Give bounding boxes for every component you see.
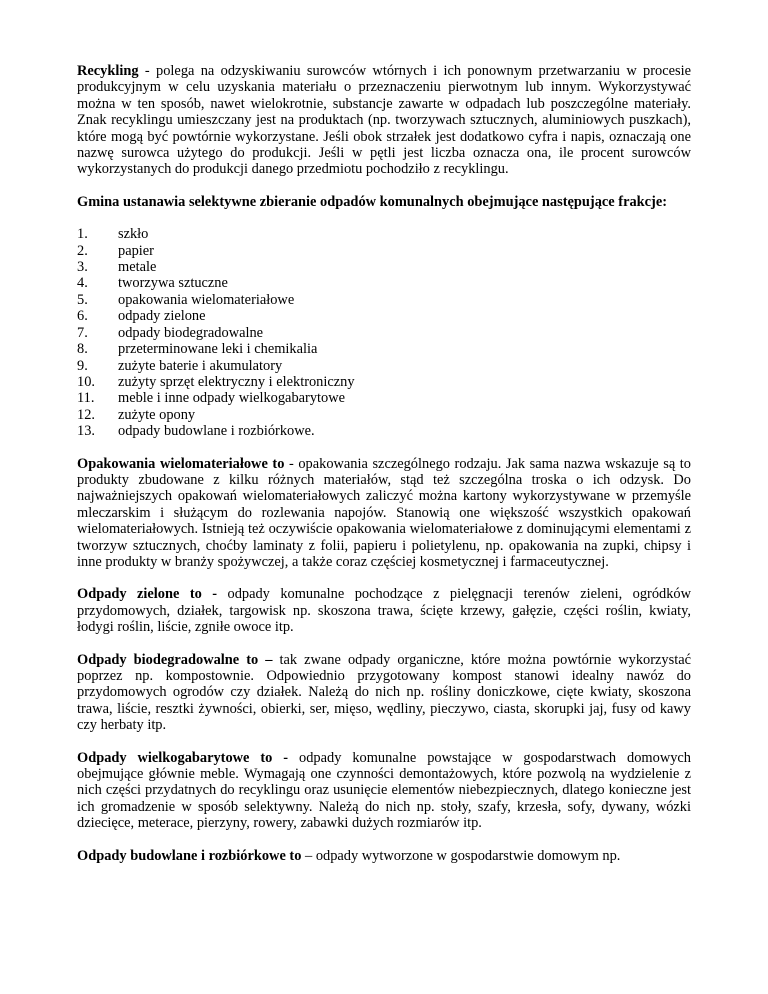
opakowania-text: - opakowania szczególnego rodzaju. Jak sama nazwa wskazuje są to produkty zbudowane z kilku różnych materiałów, stąd też szczególna troska o ich odzysk. Do najważniejszych opakowań wielomateriałowych zaliczyć można kartony wykorzystywane w przemyśle mleczarskim i służącym do rozlewania napojów. Stanowią one większość wszystkich opakowań wielomateriałowych. Istnieją też oczywiście opakowania wielomateriałowe z dominującymi elementami z tworzyw sztucznych, choćby laminaty z folii, papieru i polietylenu, np. opakowania na zupki, chipsy i inne produkty w branży spożywczej, a także coraz częściej kosmetycznej i farmaceutycznej. bbox=[77, 455, 691, 570]
list-item bbox=[77, 292, 691, 308]
wielkogabarytowe-paragraph bbox=[77, 750, 691, 832]
list-item-label: metale bbox=[118, 259, 157, 276]
document-page bbox=[77, 63, 691, 880]
opakowania-term: Opakowania wielomateriałowe to bbox=[77, 455, 285, 472]
zielone-text: odpady komunalne pochodzące z pielęgnacji terenów zieleni, ogródków przydomowych, działek, targowisk np. skoszona trawa, ścięte krzewy, gałęzie, części roślin, kwiaty, łodygi roślin, liście, zgniłe owoce itp. bbox=[77, 586, 692, 636]
list-item-number: 3. bbox=[77, 259, 88, 276]
fractions-heading-text: Gmina ustanawia selektywne zbieranie odpadów komunalnych obejmujące następujące frakcje: bbox=[77, 193, 668, 210]
budowlane-paragraph bbox=[77, 848, 691, 864]
fractions-heading bbox=[77, 194, 691, 210]
list-item-number: 10. bbox=[77, 373, 95, 390]
list-item-number: 13. bbox=[77, 423, 95, 440]
list-item-label: odpady budowlane i rozbiórkowe. bbox=[118, 423, 315, 440]
list-item-number: 12. bbox=[77, 406, 95, 423]
list-item-number: 6. bbox=[77, 308, 88, 325]
wielkogabarytowe-term: Odpady wielkogabarytowe to - bbox=[77, 749, 300, 766]
list-item bbox=[77, 390, 691, 406]
list-item bbox=[77, 325, 691, 341]
list-item-label: zużyte baterie i akumulatory bbox=[118, 357, 283, 374]
recykling-text: - polega na odzyskiwaniu surowców wtórnych i ich ponownym przetwarzaniu w procesie produkcyjnym w celu uzyskania materiału o przeznaczeniu pierwotnym lub innym. Wykorzystywać można w ten sposób, nawet wielokrotnie, substancje zawarte w odpadach lub poszczególne materiały. Znak recyklingu umieszczany jest na produktach (np. tworzywach sztucznych, aluminiowych puszkach), które mogą być powtórnie wykorzystane. Jeśli obok strzałek jest dodatkowo cyfra i napis, oznaczają one nazwę surowca użytego do produkcji. Jeśli w pętli jest liczba oznacza ona, ile procent surowców wykorzystanych do produkcji danego przedmiotu pochodziło z recyklingu. bbox=[77, 63, 691, 178]
list-item-label: przeterminowane leki i chemikalia bbox=[118, 341, 318, 358]
list-item-number: 9. bbox=[77, 357, 88, 374]
budowlane-term: Odpady budowlane i rozbiórkowe to bbox=[77, 847, 302, 864]
list-item-number: 5. bbox=[77, 291, 88, 308]
zielone-term: Odpady zielone to - bbox=[77, 586, 228, 603]
list-item-number: 8. bbox=[77, 341, 88, 358]
list-item bbox=[77, 275, 691, 291]
list-item bbox=[77, 226, 691, 242]
wielkogabarytowe-text: odpady komunalne powstające w gospodarstwach domowych obejmujące głównie meble. Wymagają one czynności demontażowych, które pozwolą na wydzielenie z nich części przydatnych do recyklingu oraz usunięcie elementów niebezpiecznych, dlatego konieczne jest ich gromadzenie w sposób selektywny. Należą do nich np. stoły, szafy, krzesła, sofy, dywany, wózki dziecięce, meterace, pierzyny, rowery, zabawki dużych rozmiarów itp. bbox=[77, 749, 691, 832]
list-item-number: 1. bbox=[77, 226, 88, 243]
biodegradowalne-paragraph bbox=[77, 652, 691, 734]
list-item-label: papier bbox=[118, 242, 154, 259]
budowlane-text: – odpady wytworzone w gospodarstwie domowym np. bbox=[301, 847, 621, 864]
list-item bbox=[77, 341, 691, 357]
list-item bbox=[77, 374, 691, 390]
list-item-label: odpady zielone bbox=[118, 308, 206, 325]
list-item-label: tworzywa sztuczne bbox=[118, 275, 228, 292]
list-item bbox=[77, 243, 691, 259]
list-item-number: 2. bbox=[77, 242, 88, 259]
fractions-list bbox=[77, 226, 691, 439]
biodegradowalne-term: Odpady biodegradowalne to – bbox=[77, 651, 280, 668]
recykling-paragraph bbox=[77, 63, 691, 178]
list-item bbox=[77, 308, 691, 324]
list-item-number: 4. bbox=[77, 275, 88, 292]
opakowania-paragraph bbox=[77, 456, 691, 571]
list-item-label: meble i inne odpady wielkogabarytowe bbox=[118, 390, 345, 407]
list-item-label: zużyte opony bbox=[118, 406, 196, 423]
list-item-label: opakowania wielomateriałowe bbox=[118, 291, 295, 308]
list-item bbox=[77, 423, 691, 439]
list-item bbox=[77, 259, 691, 275]
biodegradowalne-text: tak zwane odpady organiczne, które można powtórnie wykorzystać poprzez np. kompostownie. Odpowiednio przygotowany kompost stanowi idealny nawóz do przydomowych ogrodów czy działek. Należą do nich np. rośliny doniczkowe, cięte kwiaty, skoszona trawa, liście, resztki żywności, obierki, ser, mięso, wędliny, pieczywo, ciasta, skorupki jaj, fusy od kawy czy herbaty itp. bbox=[77, 651, 691, 734]
list-item-label: szkło bbox=[118, 226, 149, 243]
list-item-label: odpady biodegradowalne bbox=[118, 324, 264, 341]
list-item-number: 7. bbox=[77, 324, 88, 341]
list-item-number: 11. bbox=[77, 390, 95, 407]
zielone-paragraph bbox=[77, 586, 691, 635]
list-item bbox=[77, 407, 691, 423]
list-item-label: zużyty sprzęt elektryczny i elektroniczny bbox=[118, 373, 355, 390]
recykling-term: Recykling bbox=[77, 63, 139, 79]
list-item bbox=[77, 358, 691, 374]
